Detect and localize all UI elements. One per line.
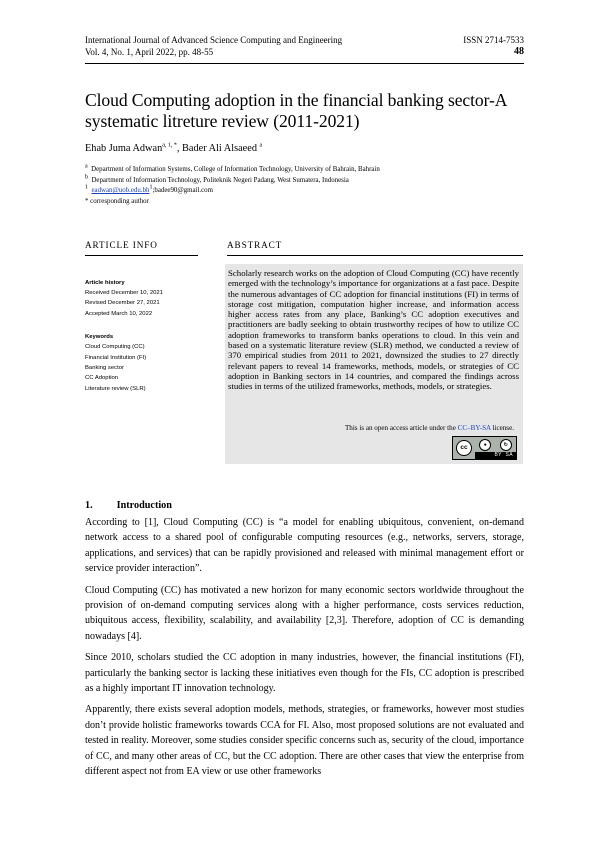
- affiliation-text: Department of Information Technology, Politeknik Negeri Padang, West Sumatera, Indonesia: [91, 176, 349, 184]
- volume-info: Vol. 4, No. 1, April 2022, pp. 48-55: [85, 47, 214, 57]
- license-link[interactable]: CC–BY-SA: [457, 424, 491, 432]
- cc-right-area: [475, 437, 516, 459]
- author-name: Ehab Juma Adwan: [85, 143, 163, 154]
- page-number: 48: [514, 46, 524, 57]
- license-text: This is an open access article under the: [344, 424, 458, 432]
- affiliations: [85, 165, 525, 207]
- badge-sa-text: SA: [505, 452, 513, 458]
- license-line: [345, 424, 514, 432]
- abstract-rule: [227, 255, 523, 256]
- cc-icons-row: [475, 437, 516, 452]
- email-text: badee90@gmail.com: [154, 187, 213, 194]
- email-sup: 1: [85, 184, 88, 191]
- keyword: Financial Institution (FI): [85, 354, 147, 361]
- section-heading: [85, 500, 172, 511]
- issn: ISSN 2714-7533: [463, 35, 524, 45]
- badge-by-text: BY: [494, 452, 502, 458]
- cc-logo-area: [453, 437, 475, 459]
- keywords-label: Keywords: [85, 334, 114, 341]
- affiliation-text: Department of Information Systems, College of Information Technology, University of Bahrain, Bahrain: [91, 166, 380, 173]
- introduction-body: [85, 515, 524, 780]
- section-number: 1.: [85, 500, 93, 511]
- affiliation-sup: a: [85, 163, 88, 170]
- keyword: Literature review (SLR): [85, 385, 146, 392]
- paragraph: According to [1], Cloud Computing (CC) is “a model for enabling ubiquitous, convenient, on-demand network access to a shared pool of configurable computing resources (e.g., networks, servers, storage, applications, and services) that can be rapidly provisioned and released with minimal management effort or service provider interaction”.: [85, 517, 524, 575]
- author-affiliation-sup: a, 1, *: [162, 142, 177, 149]
- author-line: [85, 143, 262, 154]
- keyword: Banking sector: [85, 365, 124, 372]
- creative-commons-icon: cc: [456, 440, 472, 456]
- affiliation-sup: b: [85, 174, 88, 181]
- received-date: Received December 10, 2021: [85, 290, 163, 296]
- abstract-text: Scholarly research works on the adoption of Cloud Computing (CC) have recently emerged with the technology’s importance for organizations at a fast pace. Despite the numerous advantages of CC adoption for financial institutions (FI) in terms of storage cost mitigation, computation higher increase, and information access higher access rates from any place, Banking’s CC adoption executives and practitioners are badly seeking to obtain trustworthy recipes of how to utilize CC adoption frameworks to transform banks operations to cloud. In this vein and based on a systematic literature review (SLR) method, we conducted a review of 370 empirical studies from 2011 to 2021, downsized the studies to 27 directly relevant papers to reveal 14 frameworks, methods, models, or strategies of CC adoption in Banking sectors in 14 countries, and compared the findings across studies in terms of the utilized frameworks, methods, models, or strategies.: [228, 268, 519, 392]
- paragraph: Apparently, there exists several adoption models, methods, strategies, or frameworks, however most studies don’t provide holistic frameworks towards CCA for FI. Also, most proposed solutions are not evaluated and tested in reality. Moreover, some studies consider specific concerns such as, security of the cloud, importance of CC, and many other areas of CC, but the CC adoption. There are other cases that view the enterprise from different aspect not from EA view or use other frameworks: [85, 704, 524, 778]
- paper-title: Cloud Computing adoption in the financial banking sector-A systematic litreture review (2011-2021): [85, 90, 507, 131]
- paragraph: Cloud Computing (CC) has motivated a new horizon for many economic sectors worldwide throughout the provision of on-demand computing services along with a higher performance, costs services reduction, ubiquitous access, flexibility, scalability, and availability [2,3]. Therefore, adoption of CC is demanding nowadays [4].: [85, 584, 524, 642]
- accepted-date: Accepted March 10, 2022: [85, 310, 153, 317]
- journal-name: International Journal of Advanced Science Computing and Engineering: [85, 35, 343, 45]
- affiliation-line: [85, 165, 525, 176]
- abstract-box: [225, 264, 523, 464]
- email-sup: 1: [149, 184, 153, 191]
- email-line: $^1$ $eadwan@uob.edu.bh^1;badee90@gmail.com$: [85, 184, 213, 194]
- article-info-panel: [85, 280, 220, 394]
- article-info-rule: [85, 255, 198, 256]
- paragraph: Since 2010, scholars studied the CC adoption in many industries, however, the financial institutions (FI), particularly the banking sector is lacking these initiatives even though for the FIs, CC adoption is prescribed as a highly important IT innovation technology.: [85, 652, 524, 695]
- article-history-label: Article history: [85, 280, 125, 286]
- corresponding-author-note: * corresponding author: [85, 197, 149, 205]
- cc-by-sa-badge[interactable]: [452, 436, 517, 460]
- author-affiliation-sup: a: [259, 142, 263, 149]
- share-alike-icon: ↻: [500, 439, 512, 451]
- email-link[interactable]: eadwan@uob.edu.bh: [91, 187, 150, 194]
- author-name: Bader Ali Alsaeed: [182, 143, 257, 154]
- attribution-icon: ●: [479, 439, 491, 451]
- section-title: Introduction: [116, 500, 172, 511]
- revised-date: Revised December 27, 2021: [85, 300, 160, 307]
- abstract-heading: ABSTRACT: [227, 240, 283, 250]
- article-info-heading: ARTICLE INFO: [85, 240, 158, 250]
- cc-license-label: [475, 452, 516, 459]
- keyword: Cloud Computing (CC): [85, 344, 145, 351]
- author-separator: ,: [176, 143, 183, 154]
- keyword: CC Adoption: [85, 375, 119, 382]
- header-rule: [85, 63, 524, 64]
- license-text: license.: [490, 424, 514, 432]
